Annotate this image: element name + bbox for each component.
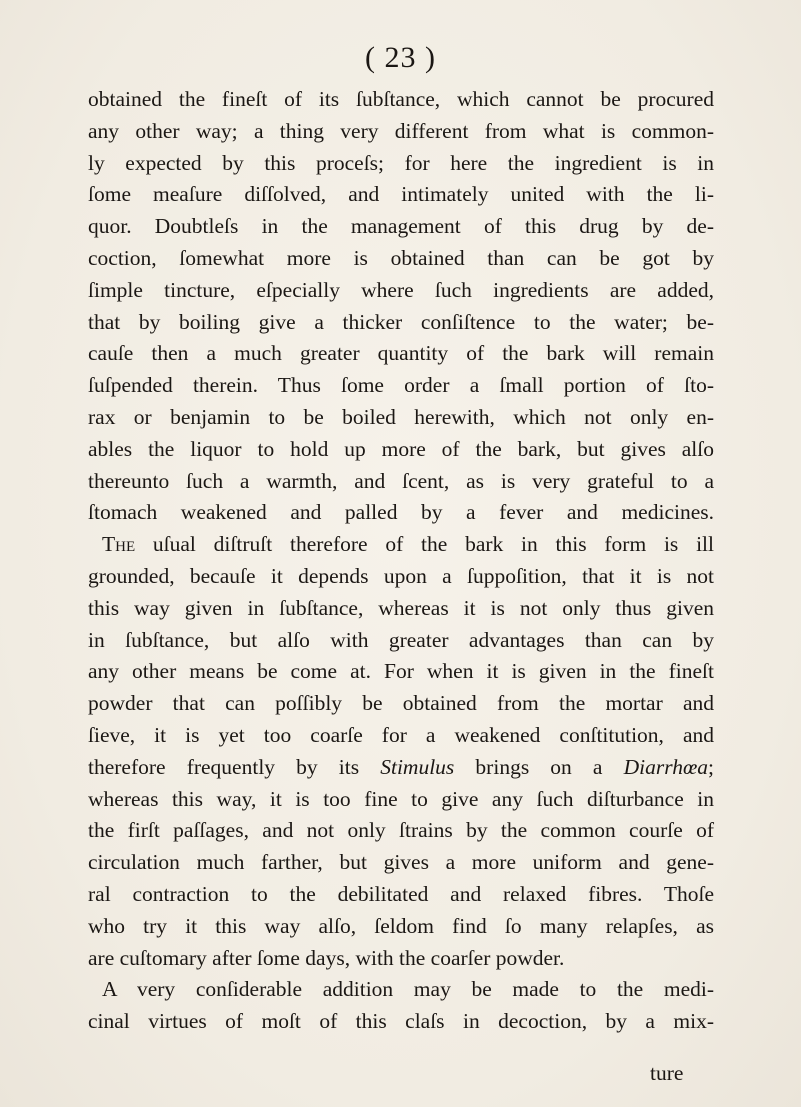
paragraph-2-line-rest: uſual diſtruſt therefore of the bark in this form is ill [135,532,714,557]
text-line-17: this way given in ſubſtance, whereas it is not only thus given [88,595,714,620]
text-line-4: ſome meaſure diſſolved, and intimately united with the li- [88,182,714,207]
text-line-18: in ſubſtance, but alſo with greater advantages than can by [88,627,714,652]
text-line-2: any other way; a thing very different from what is common- [88,118,714,143]
stimulus-line-pre: therefore frequently by its [88,754,381,779]
text-line-5: quor. Doubtleſs in the management of this drug by de- [88,214,714,239]
catchword: ture [650,1061,684,1085]
text-line-28: are cuſtomary after ſome days, with the coarſer powder. [88,945,565,970]
text-line-20: powder that can poſſibly be obtained from the mortar and [88,691,714,716]
text-line-30: cinal virtues of moſt of this claſs in decoction, by a mix- [88,1009,714,1034]
paragraph-lead-word: The [102,532,136,557]
text-line-23: whereas this way, it is too fine to give any ſuch diſturbance in [88,786,714,811]
italic-diarrhoea: Diarrhœa [623,754,709,779]
stimulus-line-mid: brings on a [454,754,624,779]
stimulus-line-post: ; [708,754,715,779]
text-line-13: thereunto ſuch a warmth, and ſcent, as is very grateful to a [88,468,714,493]
text-line-14: ſtomach weakened and palled by a fever and medicines. [88,500,714,525]
text-line-25: circulation much farther, but gives a more uniform and gene- [88,850,714,875]
text-line-9: cauſe then a much greater quantity of the bark will remain [88,341,714,366]
text-line-11: rax or benjamin to be boiled herewith, which not only en- [88,404,714,429]
text-line-10: ſuſpended therein. Thus ſome order a ſmall portion of ſto- [88,373,714,398]
text-line-1: obtained the fineſt of its ſubſtance, which cannot be procured [88,87,714,111]
text-line-12: ables the liquor to hold up more of the bark, but gives alſo [88,436,714,461]
body-text [88,84,714,1038]
italic-stimulus: Stimulus [380,754,455,779]
text-line-22 [88,752,714,784]
text-line-21: ſieve, it is yet too coarſe for a weakened conſtitution, and [88,722,714,747]
text-line-3: ly expected by this proceſs; for here the ingredient is in [88,150,714,175]
page-number: ( 23 ) [365,41,436,74]
text-line-19: any other means be come at. For when it is given in the fineſt [88,659,714,684]
text-line-26: ral contraction to the debilitated and relaxed fibres. Thoſe [88,881,714,906]
text-line-27: who try it this way alſo, ſeldom find ſo many relapſes, as [88,913,714,938]
text-line-24: the firſt paſſages, and not only ſtrains by the common courſe of [88,818,714,843]
text-line-8: that by boiling give a thicker conſiſtence to the water; be- [88,309,714,334]
paragraph-2-first-line [88,529,714,561]
text-line-29: A very conſiderable addition may be made to the medi- [102,977,714,1002]
text-line-7: ſimple tincture, eſpecially where ſuch ingredients are added, [88,277,714,302]
text-line-6: coction, ſomewhat more is obtained than can be got by [88,245,714,270]
text-line-16: grounded, becauſe it depends upon a ſuppoſition, that it is not [88,563,714,588]
